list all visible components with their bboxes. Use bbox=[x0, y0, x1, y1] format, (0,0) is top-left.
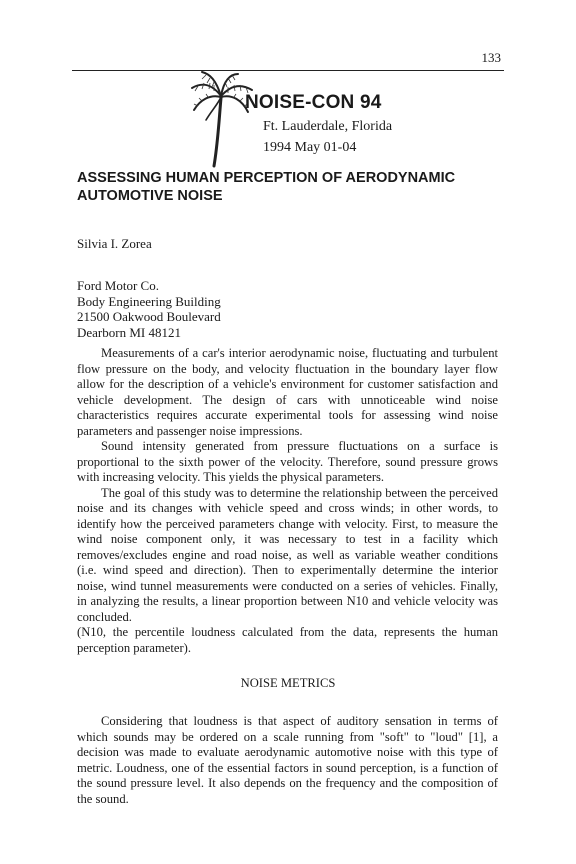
affiliation-line: Dearborn MI 48121 bbox=[77, 324, 181, 340]
page-number: 133 bbox=[481, 50, 501, 65]
conference-location: Ft. Lauderdale, Florida bbox=[263, 119, 393, 134]
abstract-body bbox=[77, 346, 498, 656]
affiliation-line: Body Engineering Building bbox=[77, 293, 221, 309]
section-heading: NOISE METRICS bbox=[240, 676, 336, 690]
paper-title: ASSESSING HUMAN PERCEPTION OF AERODYNAMIC AUTOMOTIVE NOISE bbox=[77, 170, 456, 204]
conference-name: NOISE-CON 94 bbox=[245, 92, 382, 113]
body-paragraph: Considering that loudness is that aspect of auditory sensation in terms of which sounds may be ordered on a scale running from "soft" to "loud" [1], a decision was made to evaluate aerodynamic automotive noise with this type of metric. Loudness, one of the essential factors in sound perception, is a function of the sound pressure level. It also depends on the frequency and the composition of the sound. bbox=[77, 714, 498, 806]
section-body bbox=[77, 714, 498, 807]
body-paragraph: Measurements of a car's interior aerodynamic noise, fluctuating and turbulent flow pressure on the body, and velocity fluctuation in the boundary layer flow allow for the description of a vehicle's environment for customer satisfaction and vehicle development. The design of cars with unnoticeable wind noise characteristics requires accurate experimental tools for assessing wind noise parameters and passenger noise impressions. bbox=[77, 346, 498, 438]
body-paragraph: The goal of this study was to determine the relationship between the perceived noise and its changes with vehicle speed and cross winds; in other words, to identify how the perceived parameters change with velocity. First, to measure the wind noise component only, it was necessary to test in a facility which removes/excludes engine and road noise, as well as variable weather conditions (i.e. wind speed and direction). Then to experimentally determine the interior noise, wind tunnel measurements were conducted on a series of vehicles. Finally, in analyzing the results, a linear proportion between N10 and vehicle velocity was concluded. bbox=[77, 485, 498, 624]
palm-tree-icon bbox=[188, 70, 258, 170]
affiliation-line: 21500 Oakwood Boulevard bbox=[77, 309, 221, 324]
affiliation-block bbox=[77, 278, 221, 340]
affiliation-line: Ford Motor Co. bbox=[77, 278, 159, 293]
body-paragraph: Sound intensity generated from pressure fluctuations on a surface is proportional to the sixth power of the velocity. Therefore, sound pressure grows with increasing velocity. This yields the physical parameters. bbox=[77, 439, 498, 484]
header-rule bbox=[72, 70, 504, 71]
body-paragraph: (N10, the percentile loudness calculated from the data, represents the human perception parameter). bbox=[77, 625, 498, 655]
author-name: Silvia I. Zorea bbox=[77, 236, 152, 251]
conference-date: 1994 May 01-04 bbox=[263, 140, 357, 155]
